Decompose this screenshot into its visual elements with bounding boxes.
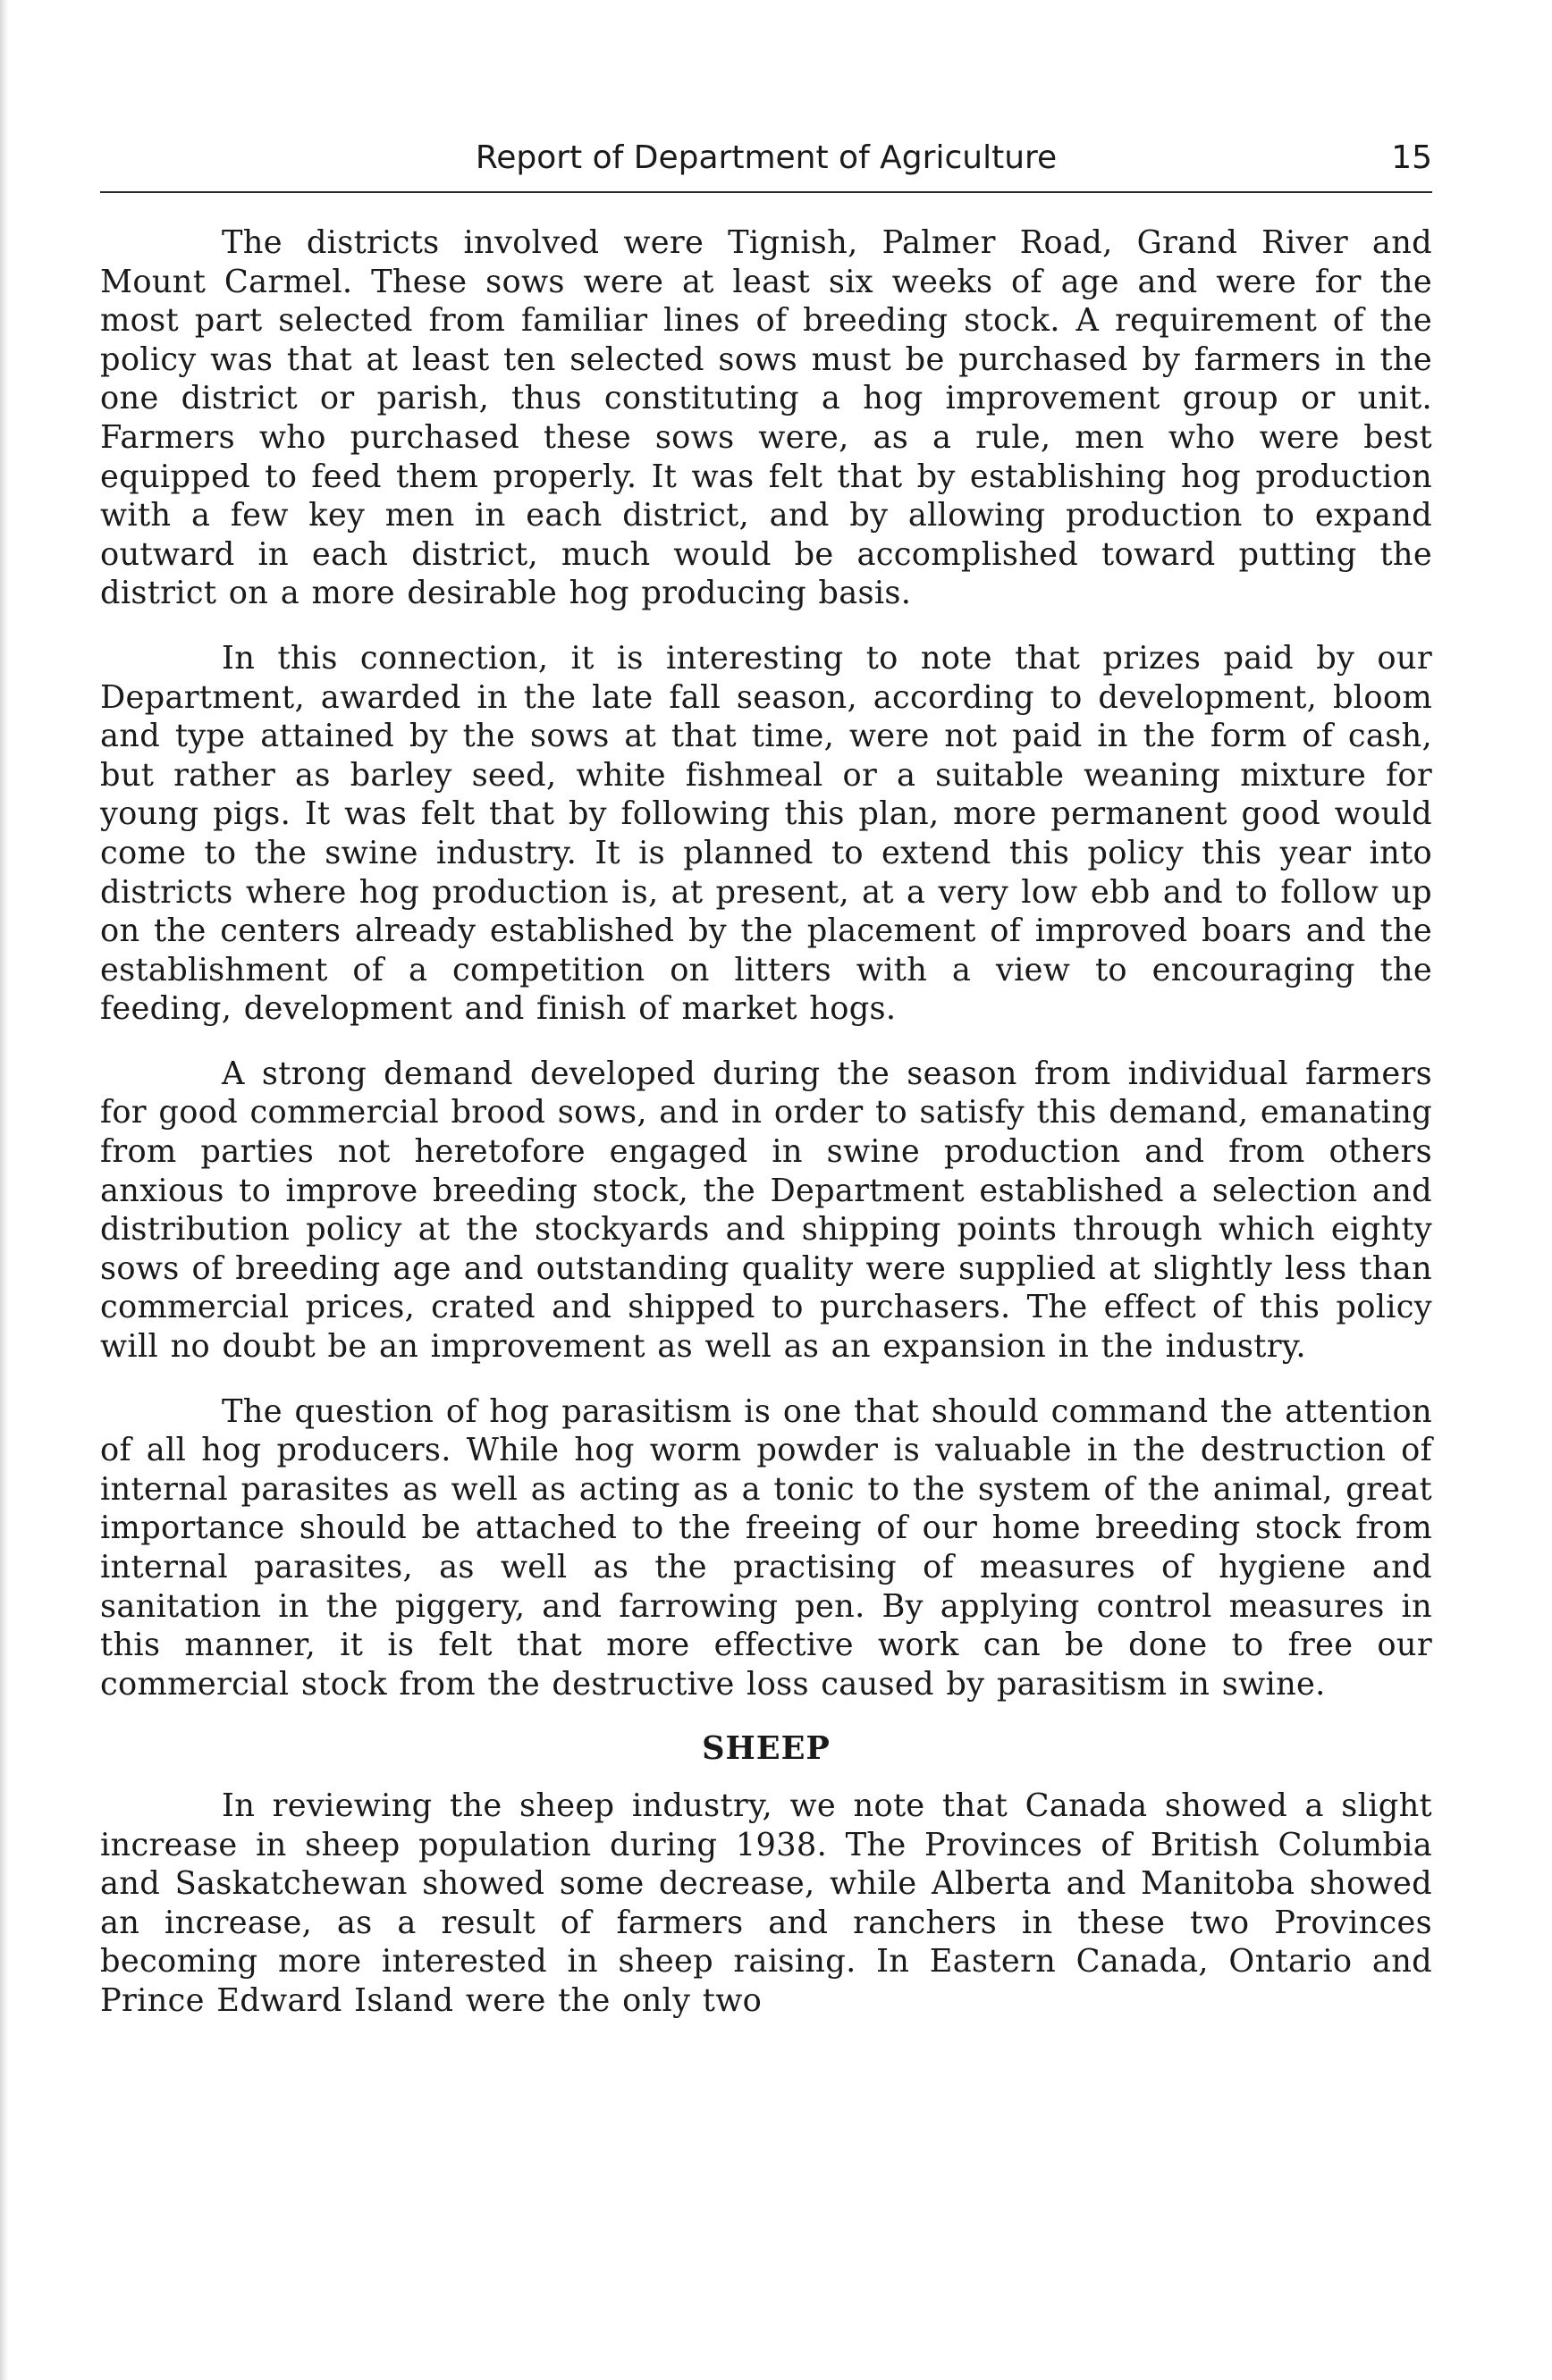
running-head-title: Report of Department of Agriculture — [475, 139, 1058, 176]
page-number: 15 — [1391, 139, 1432, 176]
paragraph-districts: The districts involved were Tignish, Palmer Road, Grand River and Mount Carmel. These sows were at least six weeks of age and were for the most part selected from familiar lines of breeding stock. A requirement of the policy was that at least ten selected sows must be purchased by farmers in the one district or parish, thus constituting a hog improvement group or unit. Farmers who purchased these sows were, as a rule, men who were best equipped to feed them properly. It was felt that by establishing hog production with a few key men in each district, and by allowing production to expand outward in each district, much would be accomplished toward putting the district on a more desirable hog producing basis. — [100, 224, 1432, 612]
document-page — [100, 134, 1432, 2047]
body-text — [100, 223, 1432, 2021]
paragraph-brood-sows: A strong demand developed during the season from individual farmers for good commercial brood sows, and in order to satisfy this demand, emanating from parties not heretofore engaged in swine production and from others anxious to improve breeding stock, the Department established a selection and distribution policy at the stockyards and shipping points through which eighty sows of breeding age and outstanding quality were supplied at slightly less than commercial prices, crated and shipped to purchasers. The effect of this policy will no doubt be an improvement as well as an expansion in the industry. — [100, 1055, 1432, 1366]
paragraph-parasitism: The question of hog parasitism is one that should command the attention of all hog producers. While hog worm powder is valuable in the destruction of internal parasites as well as acting as a tonic to the system of the animal, great importance should be attached to the freeing of our home breeding stock from internal parasites, as well as the practising of measures of hygiene and sanitation in the piggery, and farrowing pen. By applying control measures in this manner, it is felt that more effective work can be done to free our commercial stock from the destructive loss caused by parasitism in swine. — [100, 1392, 1432, 1703]
scan-edge — [0, 0, 9, 2380]
paragraph-prizes: In this connection, it is interesting to note that prizes paid by our Department, awarded in the late fall season, according to development, bloom and type attained by the sows at that time, were not paid in the form of cash, but rather as barley seed, white fishmeal or a suitable weaning mixture for young pigs. It was felt that by following this plan, more permanent good would come to the swine industry. It is planned to extend this policy this year into districts where hog production is, at present, at a very low ebb and to follow up on the centers already established by the placement of improved boars and the establishment of a competition on litters with a view to encouraging the feeding, development and finish of market hogs. — [100, 639, 1432, 1028]
section-heading-sheep: SHEEP — [702, 1730, 831, 1768]
running-head — [100, 134, 1432, 193]
paragraph-sheep: In reviewing the sheep industry, we note that Canada showed a slight increase in sheep population during 1938. The Provinces of British Columbia and Saskatchewan showed some decrease, while Alberta and Manitoba showed an increase, as a result of farmers and ranchers in these two Provinces becoming more interested in sheep raising. In Eastern Canada, Ontario and Prince Edward Island were the only two — [100, 1787, 1432, 2019]
